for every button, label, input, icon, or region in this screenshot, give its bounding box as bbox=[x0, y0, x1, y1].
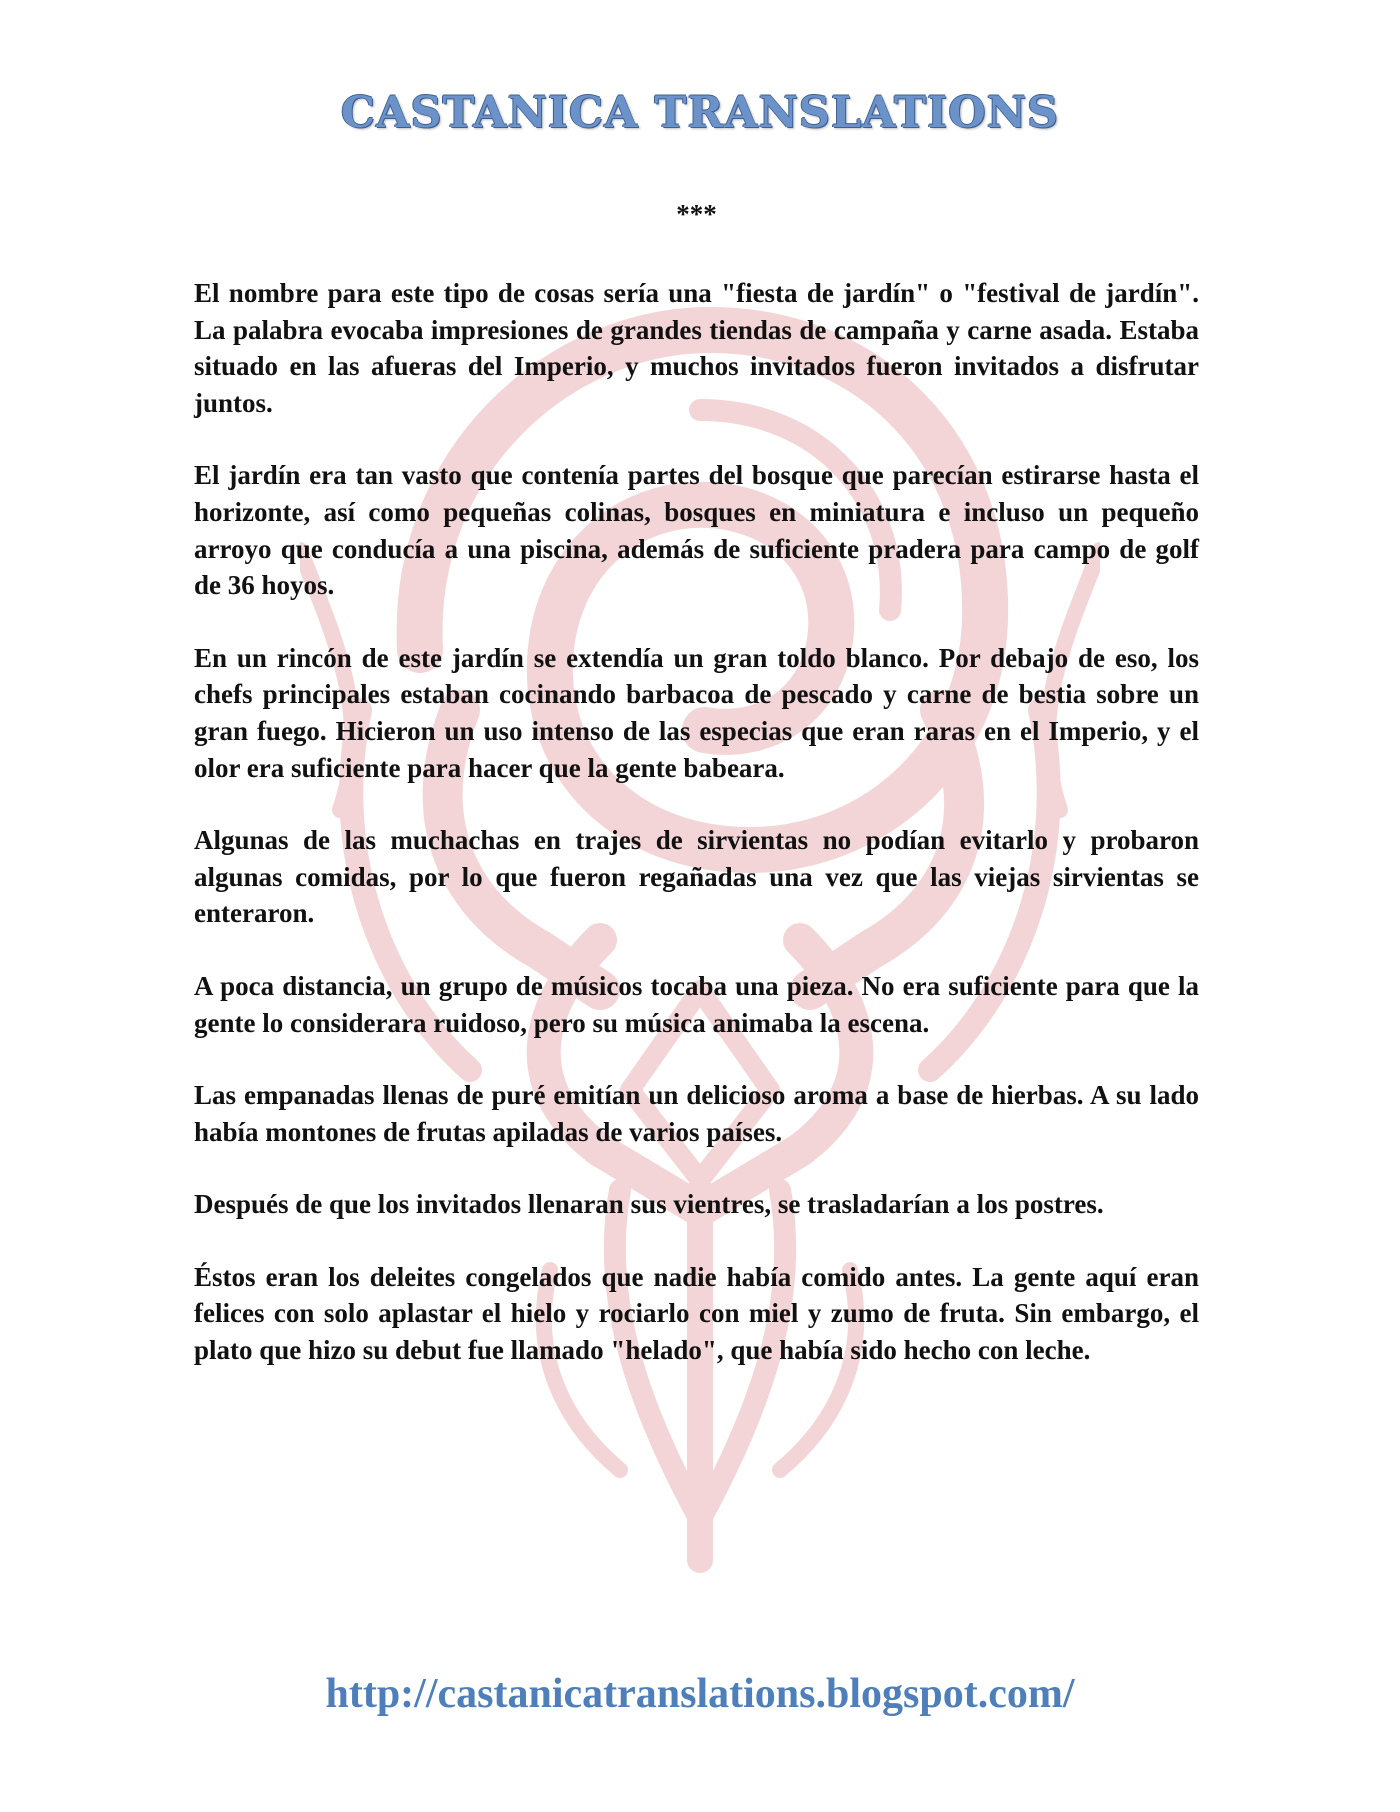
blog-url-link[interactable]: http://castanicatranslations.blogspot.com/ bbox=[325, 1671, 1075, 1717]
paragraph: El jardín era tan vasto que contenía partes del bosque que parecían estirarse hasta el horizonte, así como pequeñas colinas, bosques en miniatura e incluso un pequeño arroyo que conducía a una piscina, además de suficiente pradera para campo de golf de 36 hoyos. bbox=[194, 460, 1199, 601]
document-body bbox=[194, 196, 1199, 1405]
paragraph: A poca distancia, un grupo de músicos tocaba una pieza. No era suficiente para que la gente lo considerara ruidoso, pero su música animaba la escena. bbox=[194, 970, 1199, 1038]
footer bbox=[0, 1670, 1400, 1718]
site-title: CASTANICA TRANSLATIONS bbox=[340, 88, 1060, 138]
paragraph: El nombre para este tipo de cosas sería una "fiesta de jardín" o "festival de jardín". La palabra evocaba impresiones de grandes tiendas de campaña y carne asada. Estaba situado en las afueras del Imperio, y muchos invitados fueron invitados a disfrutar juntos. bbox=[194, 278, 1199, 418]
header bbox=[0, 88, 1400, 138]
paragraph: Después de que los invitados llenaran sus vientres, se trasladarían a los postres. bbox=[194, 1189, 1104, 1220]
paragraph: Éstos eran los deleites congelados que nadie había comido antes. La gente aquí eran felices con solo aplastar el hielo y rociarlo con miel y zumo de fruta. Sin embargo, el plato que hizo su debut fue llamado "helado", que había sido hecho con leche. bbox=[194, 1261, 1199, 1366]
paragraph: Las empanadas llenas de puré emitían un delicioso aroma a base de hierbas. A su lado había montones de frutas apiladas de varios países. bbox=[194, 1080, 1199, 1147]
paragraph: En un rincón de este jardín se extendía un gran toldo blanco. Por debajo de eso, los chefs principales estaban cocinando barbacoa de pescado y carne de bestia sobre un gran fuego. Hicieron un uso intenso de las especias que eran raras en el Imperio, y el olor era suficiente para hacer que la gente babeara. bbox=[194, 642, 1199, 783]
section-separator: *** bbox=[676, 199, 717, 229]
paragraph: Algunas de las muchachas en trajes de sirvientas no podían evitarlo y probaron algunas comidas, por lo que fueron regañadas una vez que las viejas sirvientas se enteraron. bbox=[194, 825, 1199, 929]
